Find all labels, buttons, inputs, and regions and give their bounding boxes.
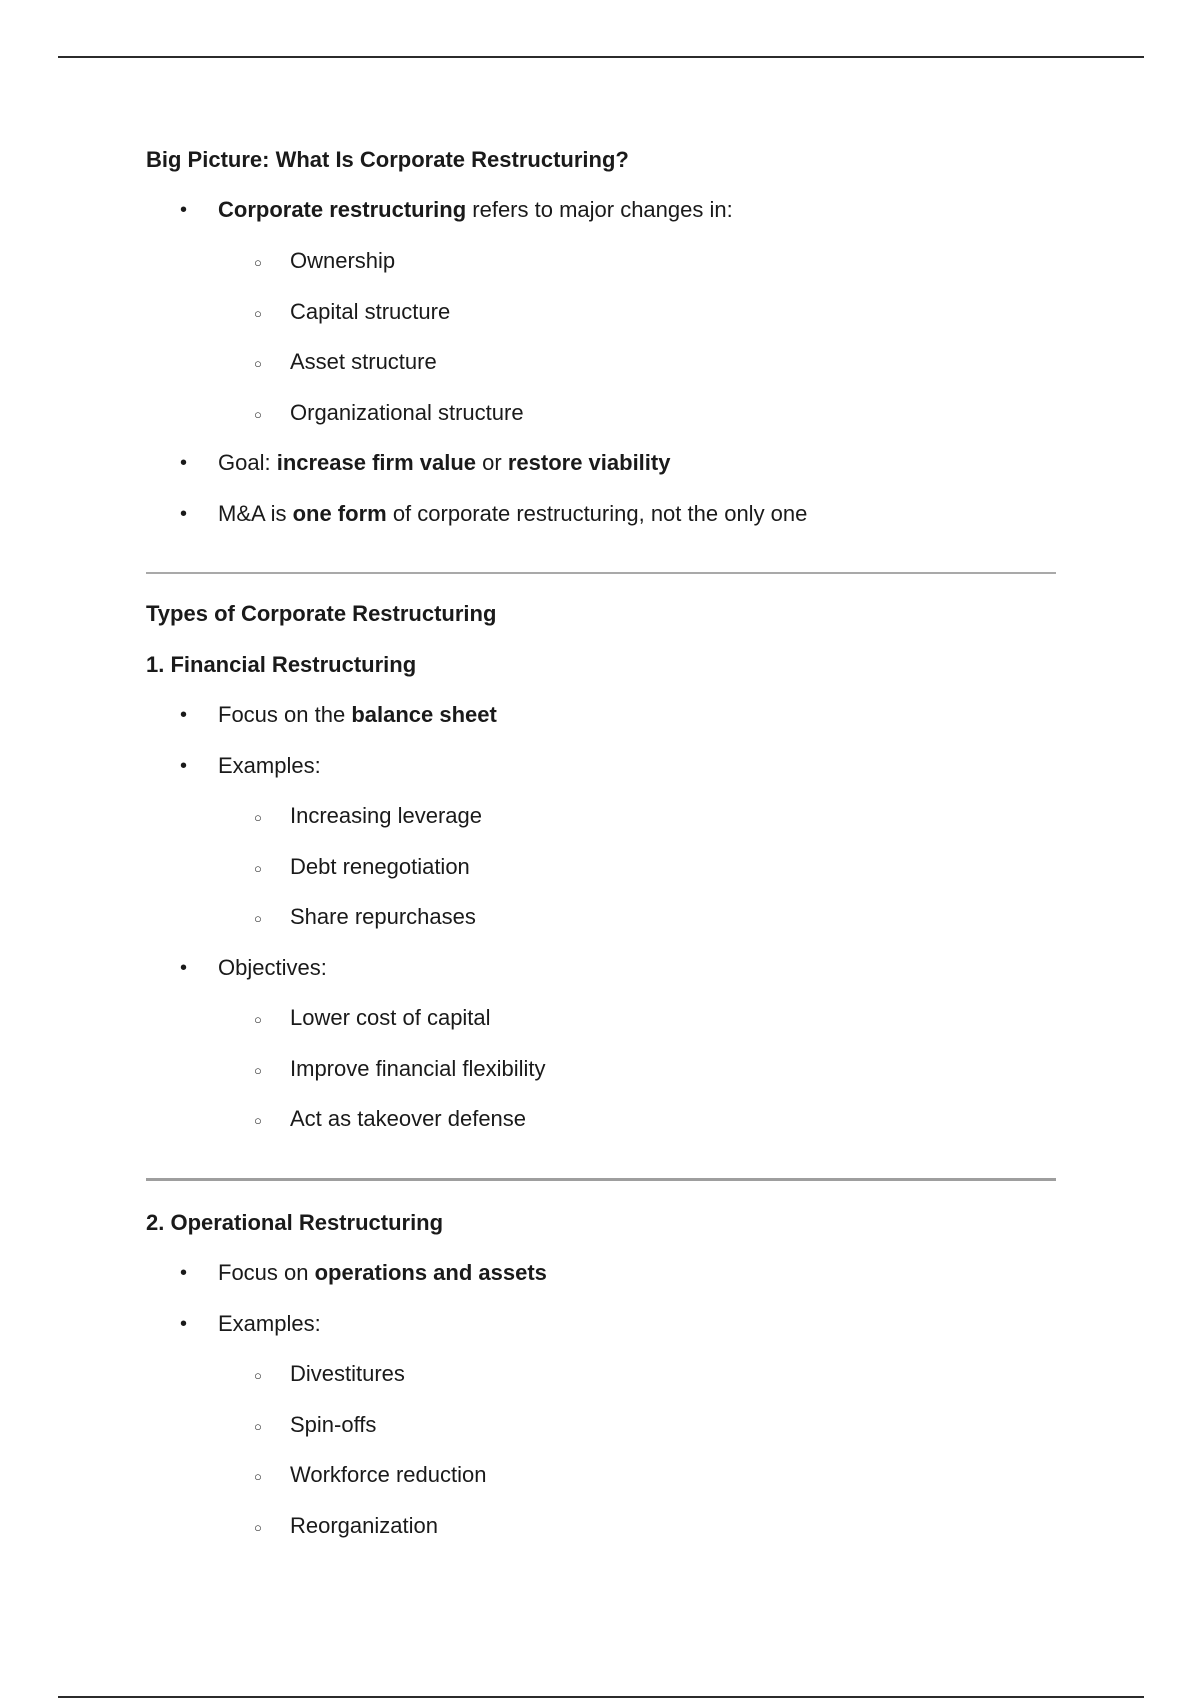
list-item: • Objectives: <box>180 955 327 980</box>
sub-bullet-icon: ○ <box>254 1012 262 1027</box>
list-item: • Goal: increase firm value or restore viability <box>180 450 671 475</box>
sub-bullet-icon: ○ <box>254 1419 262 1434</box>
sub-list-item: ○ Reorganization <box>290 1512 438 1540</box>
sub-list-item: ○ Share repurchases <box>290 903 476 931</box>
subsection-heading-operational: 2. Operational Restructuring <box>146 1210 444 1235</box>
section-heading-types: Types of Corporate Restructuring <box>146 601 497 626</box>
sub-bullet-icon: ○ <box>254 356 262 371</box>
sub-bullet-icon: ○ <box>254 1063 262 1078</box>
sub-bullet-icon: ○ <box>254 1113 262 1128</box>
sub-bullet-icon: ○ <box>254 1520 262 1535</box>
section-divider <box>146 1178 1056 1181</box>
section-divider <box>146 572 1056 574</box>
list-item: • Corporate restructuring refers to major changes in: <box>180 197 733 222</box>
bullet-icon: • <box>180 452 188 474</box>
sub-bullet-icon: ○ <box>254 861 262 876</box>
sub-bullet-icon: ○ <box>254 1368 262 1383</box>
sub-list-item: ○ Capital structure <box>290 298 450 326</box>
sub-bullet-icon: ○ <box>254 407 262 422</box>
list-item: • Focus on operations and assets <box>180 1260 547 1285</box>
sub-list-item: ○ Spin-offs <box>290 1411 376 1439</box>
sub-list-item: ○ Organizational structure <box>290 399 524 427</box>
sub-bullet-icon: ○ <box>254 1469 262 1484</box>
bullet-icon: • <box>180 755 188 777</box>
bullet-icon: • <box>180 503 188 525</box>
bullet-icon: • <box>180 957 188 979</box>
sub-bullet-icon: ○ <box>254 810 262 825</box>
page-top-rule <box>58 56 1144 58</box>
sub-list-item: ○ Asset structure <box>290 348 437 376</box>
sub-list-item: ○ Act as takeover defense <box>290 1105 526 1133</box>
list-item: • Examples: <box>180 1311 321 1336</box>
list-item: • Examples: <box>180 753 321 778</box>
bullet-icon: • <box>180 1313 188 1335</box>
sub-bullet-icon: ○ <box>254 911 262 926</box>
section-heading-big-picture: Big Picture: What Is Corporate Restructuring? <box>146 147 629 172</box>
page-bottom-rule <box>58 1696 1144 1698</box>
subsection-heading-financial: 1. Financial Restructuring <box>146 652 417 677</box>
sub-list-item: ○ Ownership <box>290 247 395 275</box>
sub-list-item: ○ Increasing leverage <box>290 802 482 830</box>
bullet-icon: • <box>180 1262 188 1284</box>
sub-bullet-icon: ○ <box>254 306 262 321</box>
sub-list-item: ○ Lower cost of capital <box>290 1004 491 1032</box>
bullet-icon: • <box>180 199 188 221</box>
sub-list-item: ○ Workforce reduction <box>290 1461 486 1489</box>
sub-bullet-icon: ○ <box>254 255 262 270</box>
list-item: • Focus on the balance sheet <box>180 702 497 727</box>
sub-list-item: ○ Divestitures <box>290 1360 405 1388</box>
sub-list-item: ○ Improve financial flexibility <box>290 1055 546 1083</box>
sub-list-item: ○ Debt renegotiation <box>290 853 470 881</box>
list-item: • M&A is one form of corporate restructuring, not the only one <box>180 501 808 526</box>
bullet-icon: • <box>180 704 188 726</box>
